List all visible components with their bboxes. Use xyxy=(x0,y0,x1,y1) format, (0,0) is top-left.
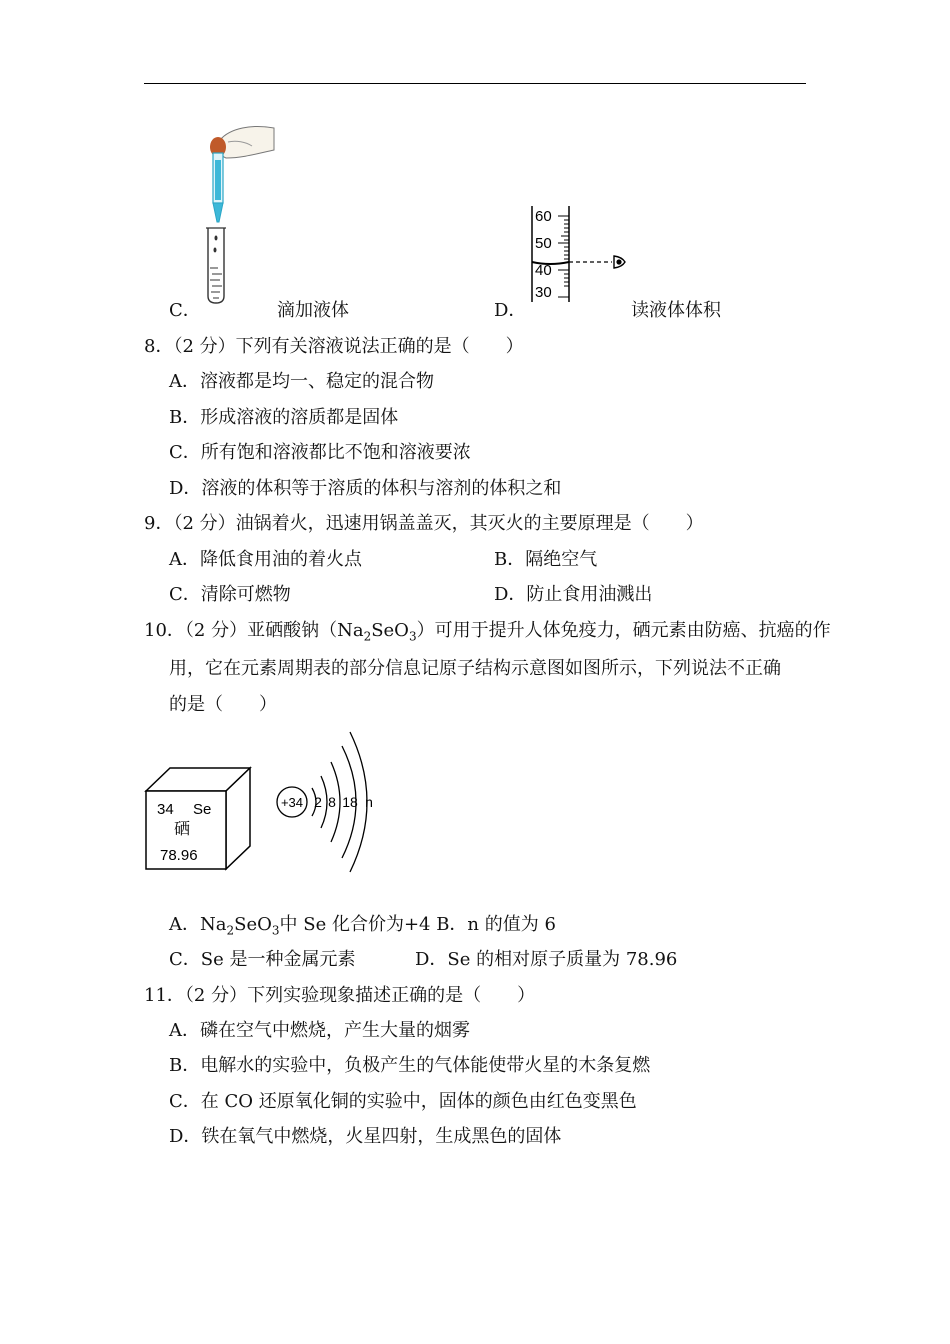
cylinder-tick-50: 50 xyxy=(535,235,552,252)
q9-option-b: B．隔绝空气 xyxy=(494,549,598,570)
cylinder-tick-30: 30 xyxy=(535,284,552,301)
q11-option-d: D．铁在氧气中燃烧，火星四射，生成黑色的固体 xyxy=(169,1126,562,1147)
option-c-caption: 滴加液体 xyxy=(277,300,349,321)
option-d-letter: D． xyxy=(494,300,527,321)
element-card xyxy=(142,765,254,873)
atom-structure-diagram xyxy=(270,726,380,876)
shell-2-electrons: 8 xyxy=(328,794,336,810)
q8-stem: 8．（2 分）下列有关溶液说法正确的是（ ） xyxy=(144,336,524,357)
q9-option-d: D．防止食用油溅出 xyxy=(494,584,653,605)
q10-stem-line2: 用，它在元素周期表的部分信息记原子结构示意图如图所示，下列说法不正确 xyxy=(169,658,781,679)
header-rule xyxy=(144,83,806,84)
element-atomic-mass: 78.96 xyxy=(160,847,198,864)
q11-option-b: B．电解水的实验中，负极产生的气体能使带火星的木条复燃 xyxy=(169,1055,651,1076)
cylinder-tick-40: 40 xyxy=(535,262,552,279)
q10-stem-line1: 10．（2 分）亚硒酸钠$(Na_2SeO_3)$可用于提升人体免疫力，硒元素由防癌、抗癌的作 xyxy=(144,620,831,644)
q8-option-c: C．所有饱和溶液都比不饱和溶液要浓 xyxy=(169,442,471,463)
q9-option-a: A．降低食用油的着火点 xyxy=(169,549,362,570)
cylinder-tick-60: 60 xyxy=(535,208,552,225)
q9-option-c: C．清除可燃物 xyxy=(169,584,291,605)
option-d-caption: 读液体体积 xyxy=(631,300,721,321)
q10-stem-line3: 的是（ ） xyxy=(169,694,277,715)
element-atomic-number: 34 xyxy=(157,801,174,818)
shell-3-electrons: 18 xyxy=(342,794,358,810)
q9-stem: 9．（2 分）油锅着火，迅速用锅盖盖灭，其灭火的主要原理是（ ） xyxy=(144,513,704,534)
option-c-letter: C． xyxy=(169,300,201,321)
q11-option-a: A．磷在空气中燃烧，产生大量的烟雾 xyxy=(169,1020,470,1041)
q11-option-c: C．在 CO 还原氧化铜的实验中，固体的颜色由红色变黑色 xyxy=(169,1091,637,1112)
q10-option-d: D．Se 的相对原子质量为 78.96 xyxy=(415,949,678,970)
q8-option-d: D．溶液的体积等于溶质的体积与溶剂的体积之和 xyxy=(169,478,562,499)
element-name: 硒 xyxy=(174,819,191,838)
cylinder-illustration xyxy=(530,202,630,302)
q11-stem: 11．（2 分）下列实验现象描述正确的是（ ） xyxy=(144,985,536,1006)
nucleus-charge: +34 xyxy=(280,795,304,810)
q8-option-b: B．形成溶液的溶质都是固体 xyxy=(169,407,399,428)
element-symbol: Se xyxy=(193,801,212,818)
shell-4-electrons: n xyxy=(365,794,373,810)
q10-option-a-b: A．$Na_2SeO_3$中 Se 化合价为+4 B．n 的值为 6 xyxy=(169,914,556,938)
q10-option-c: C．Se 是一种金属元素 xyxy=(169,949,356,970)
dropper-illustration xyxy=(190,120,280,305)
shell-1-electrons: 2 xyxy=(314,794,322,810)
q8-option-a: A．溶液都是均一、稳定的混合物 xyxy=(169,371,434,392)
